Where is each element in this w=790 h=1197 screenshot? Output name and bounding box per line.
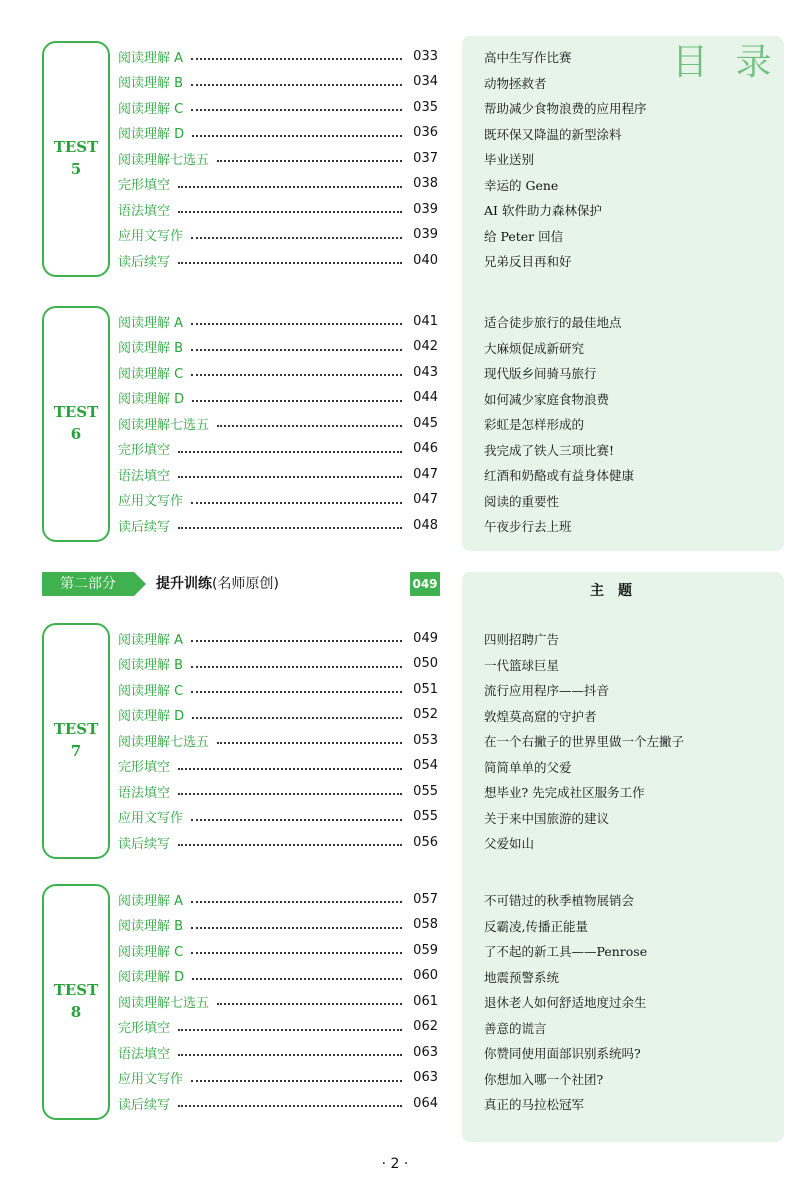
toc-row[interactable]: [118, 990, 438, 1012]
toc-row-title: 语法填空: [118, 1046, 171, 1062]
toc-row-topic: 敦煌莫高窟的守护者: [484, 708, 597, 724]
toc-row-leader: [191, 901, 402, 903]
toc-row-page: 033: [413, 48, 438, 64]
toc-row-topic: 一代篮球巨星: [484, 657, 560, 673]
test-label-text: TEST: [53, 719, 99, 738]
toc-row[interactable]: [118, 1092, 438, 1114]
toc-row-topic: 高中生写作比赛: [484, 50, 572, 65]
toc-row-title: 阅读理解 D: [118, 127, 185, 142]
toc-row-title: 完形填空: [118, 1021, 171, 1036]
toc-row-leader: [178, 844, 402, 846]
toc-row-page: 039: [413, 227, 438, 242]
toc-row-page: 061: [413, 993, 438, 1009]
toc-row-leader: [178, 1029, 402, 1031]
toc-row-leader: [178, 451, 402, 453]
toc-row-title: 读后续写: [118, 254, 171, 270]
toc-row-page: 047: [413, 492, 438, 507]
test-label-number: 6: [70, 424, 82, 443]
toc-row-topic: 动物拯救者: [484, 75, 547, 91]
toc-row-title: 阅读理解 A: [118, 632, 184, 648]
toc-row-title: 阅读理解 D: [118, 970, 185, 985]
toc-row-page: 040: [413, 252, 438, 268]
test-label: [42, 979, 110, 1023]
toc-row[interactable]: [118, 755, 438, 777]
toc-row-topic: 如何减少家庭食物浪费: [484, 391, 610, 407]
toc-row-title: 语法填空: [118, 785, 171, 801]
page-number: · 2 ·: [381, 1156, 409, 1172]
toc-row[interactable]: [118, 489, 438, 511]
toc-row-page: 041: [413, 313, 438, 329]
toc-row-page: 062: [413, 1019, 438, 1034]
test-label-number: 8: [70, 1002, 82, 1021]
section-subtitle: (名师原创): [212, 576, 279, 592]
toc-row-topic: 反霸凌,传播正能量: [484, 918, 588, 934]
toc-row-topic: 我完成了铁人三项比赛!: [484, 442, 615, 458]
toc-row-page: 055: [413, 809, 438, 824]
toc-row-leader: [191, 1080, 402, 1082]
toc-row[interactable]: [118, 45, 438, 67]
toc-row-topic: 兄弟反目再和好: [484, 254, 572, 269]
toc-row[interactable]: [118, 96, 438, 118]
toc-row[interactable]: [118, 198, 438, 220]
toc-row-title: 完形填空: [118, 443, 171, 458]
toc-row[interactable]: [118, 249, 438, 271]
toc-row-leader: [191, 58, 402, 60]
section-part: 第二部分: [42, 572, 134, 596]
toc-row-page: 059: [413, 942, 438, 958]
section-name: [156, 572, 279, 596]
toc-row[interactable]: [118, 939, 438, 961]
toc-row-page: 064: [413, 1095, 438, 1111]
test-label-text: TEST: [53, 980, 99, 999]
toc-row-topic: 你赞同使用面部识别系统吗?: [484, 1046, 641, 1061]
toc-row-leader: [192, 978, 402, 980]
toc-row-page: 037: [413, 150, 438, 166]
toc-row-topic: 大麻烦促成新研究: [484, 340, 585, 356]
toc-row-title: 阅读理解 B: [118, 76, 184, 91]
toc-row-title: 阅读理解 A: [118, 50, 184, 66]
toc-row-leader: [178, 1105, 402, 1107]
toc-row-title: 阅读理解七选五: [118, 734, 210, 750]
toc-row-title: 阅读理解 C: [118, 944, 184, 960]
toc-row-topic: 现代版乡间骑马旅行: [484, 366, 597, 381]
test-label-number: 5: [70, 159, 82, 178]
toc-row[interactable]: [118, 627, 438, 649]
toc-row-leader: [178, 262, 402, 264]
toc-row[interactable]: [118, 965, 438, 987]
toc-row[interactable]: [118, 1067, 438, 1089]
toc-row-leader: [217, 1003, 402, 1005]
toc-row-leader: [217, 160, 402, 162]
toc-row-topic: 帮助减少食物浪费的应用程序: [484, 101, 647, 116]
toc-row-title: 阅读理解 D: [118, 392, 185, 407]
toc-row[interactable]: [118, 173, 438, 195]
toc-row[interactable]: [118, 704, 438, 726]
toc-row-leader: [191, 502, 402, 504]
toc-row-title: 读后续写: [118, 519, 171, 535]
toc-row-leader: [178, 793, 402, 795]
toc-row-leader: [191, 927, 402, 929]
toc-row-leader: [191, 819, 402, 821]
toc-row[interactable]: [118, 678, 438, 700]
toc-row-topic: 退休老人如何舒适地度过余生: [484, 995, 647, 1010]
toc-row[interactable]: [118, 729, 438, 751]
section-bar: [42, 572, 440, 596]
toc-row[interactable]: [118, 387, 438, 409]
toc-row-title: 读后续写: [118, 1097, 171, 1113]
toc-row-page: 050: [413, 656, 438, 671]
toc-row-page: 042: [413, 339, 438, 354]
toc-row-title: 阅读理解 C: [118, 683, 184, 699]
toc-row-page: 051: [413, 681, 438, 697]
toc-row-leader: [178, 768, 402, 770]
toc-row-page: 045: [413, 415, 438, 431]
toc-row-topic: 真正的马拉松冠军: [484, 1097, 585, 1112]
toc-row-leader: [191, 237, 402, 239]
toc-row-title: 阅读理解 B: [118, 919, 184, 934]
toc-row[interactable]: [118, 1041, 438, 1063]
toc-row-page: 039: [413, 201, 438, 217]
toc-row-page: 060: [413, 968, 438, 983]
toc-row-leader: [192, 717, 402, 719]
toc-row[interactable]: [118, 1016, 438, 1038]
toc-row-page: 053: [413, 732, 438, 748]
toc-row-topic: 适合徒步旅行的最佳地点: [484, 315, 622, 330]
toc-row-page: 047: [413, 466, 438, 482]
toc-row-topic: 想毕业? 先完成社区服务工作: [484, 785, 645, 800]
toc-row-page: 048: [413, 517, 438, 533]
toc-row-topic: AI 软件助力森林保护: [484, 203, 602, 218]
contents-heading: 目 录: [672, 42, 780, 83]
toc-row-topic: 流行应用程序——抖音: [484, 683, 610, 698]
toc-row[interactable]: [118, 71, 438, 93]
toc-row[interactable]: [118, 463, 438, 485]
toc-row-topic: 彩虹是怎样形成的: [484, 417, 585, 432]
toc-row-title: 阅读理解 A: [118, 315, 184, 331]
toc-row-leader: [191, 691, 402, 693]
toc-row-title: 阅读理解 A: [118, 893, 184, 909]
toc-row-topic: 四则招聘广告: [484, 632, 560, 647]
toc-row-page: 054: [413, 758, 438, 773]
toc-row-page: 035: [413, 99, 438, 115]
toc-row-topic: 毕业送别: [484, 152, 535, 167]
toc-row-title: 完形填空: [118, 760, 171, 775]
toc-row-leader: [178, 527, 402, 529]
toc-row-title: 阅读理解 C: [118, 101, 184, 117]
toc-row-page: 056: [413, 834, 438, 850]
toc-row-page: 034: [413, 74, 438, 89]
toc-row-leader: [191, 109, 402, 111]
toc-row-leader: [178, 211, 402, 213]
toc-row-topic: 既环保又降温的新型涂料: [484, 126, 622, 142]
toc-row-leader: [191, 323, 402, 325]
toc-row-topic: 父爱如山: [484, 836, 535, 851]
section-arrow: [134, 572, 146, 596]
toc-row-topic: 了不起的新工具——Penrose: [484, 944, 648, 959]
toc-row-page: 055: [413, 783, 438, 799]
toc-row-title: 完形填空: [118, 178, 171, 193]
toc-row-page: 063: [413, 1070, 438, 1085]
toc-row-title: 语法填空: [118, 468, 171, 484]
test-label: [42, 718, 110, 762]
toc-row-title: 阅读理解 B: [118, 341, 184, 356]
toc-row-leader: [191, 374, 402, 376]
test-label-text: TEST: [53, 137, 99, 156]
toc-row-topic: 你想加入哪一个社团?: [484, 1071, 604, 1087]
toc-row-page: 063: [413, 1044, 438, 1060]
toc-row-topic: 红酒和奶酪或有益身体健康: [484, 468, 635, 483]
toc-row-page: 052: [413, 707, 438, 722]
test-label-number: 7: [70, 741, 82, 760]
toc-row[interactable]: [118, 914, 438, 936]
toc-row-page: 036: [413, 125, 438, 140]
toc-row-topic: 午夜步行去上班: [484, 519, 572, 534]
toc-row-title: 阅读理解七选五: [118, 417, 210, 433]
toc-row-title: 应用文写作: [118, 811, 184, 826]
toc-row-leader: [217, 425, 402, 427]
toc-row-leader: [192, 135, 402, 137]
toc-row[interactable]: [118, 653, 438, 675]
toc-row-page: 049: [413, 630, 438, 646]
toc-row[interactable]: [118, 310, 438, 332]
toc-row-topic: 不可错过的秋季植物展销会: [484, 893, 635, 908]
toc-row-title: 应用文写作: [118, 494, 184, 509]
toc-row[interactable]: [118, 514, 438, 536]
toc-row-topic: 幸运的 Gene: [484, 177, 559, 193]
toc-row-leader: [191, 349, 402, 351]
toc-row-topic: 简简单单的父爱: [484, 759, 572, 775]
toc-row-title: 阅读理解 C: [118, 366, 184, 382]
toc-row-topic: 地震预警系统: [484, 969, 560, 985]
toc-row-topic: 善意的谎言: [484, 1020, 547, 1036]
toc-row-page: 046: [413, 441, 438, 456]
toc-row-title: 阅读理解 B: [118, 658, 184, 673]
section-page[interactable]: 049: [410, 572, 440, 596]
toc-row-topic: 阅读的重要性: [484, 493, 560, 509]
toc-row[interactable]: [118, 438, 438, 460]
toc-row[interactable]: [118, 361, 438, 383]
test-label-text: TEST: [53, 402, 99, 421]
toc-row-page: 058: [413, 917, 438, 932]
toc-row-page: 038: [413, 176, 438, 191]
toc-row[interactable]: [118, 336, 438, 358]
toc-row-title: 阅读理解七选五: [118, 152, 210, 168]
toc-row-title: 应用文写作: [118, 1072, 184, 1087]
toc-row-page: 043: [413, 364, 438, 380]
toc-row-title: 读后续写: [118, 836, 171, 852]
toc-row-title: 应用文写作: [118, 229, 184, 244]
theme-heading: 主题: [590, 583, 646, 599]
toc-row[interactable]: [118, 888, 438, 910]
toc-row[interactable]: [118, 831, 438, 853]
toc-row-topic: 关于来中国旅游的建议: [484, 810, 610, 826]
toc-row-leader: [192, 400, 402, 402]
toc-row-leader: [191, 84, 402, 86]
toc-row-leader: [178, 186, 402, 188]
toc-row-title: 语法填空: [118, 203, 171, 219]
toc-row-topic: 在一个右撇子的世界里做一个左撇子: [484, 734, 685, 749]
toc-row-leader: [217, 742, 402, 744]
toc-row[interactable]: [118, 806, 438, 828]
toc-row-page: 044: [413, 390, 438, 405]
section-title: 提升训练: [156, 576, 212, 592]
toc-row-leader: [191, 666, 402, 668]
test-label: [42, 401, 110, 445]
toc-row-topic: 给 Peter 回信: [484, 228, 564, 244]
toc-row-leader: [191, 952, 402, 954]
toc-row[interactable]: [118, 412, 438, 434]
toc-row-leader: [178, 476, 402, 478]
toc-row-title: 阅读理解 D: [118, 709, 185, 724]
toc-row[interactable]: [118, 780, 438, 802]
test-label: [42, 136, 110, 180]
toc-row[interactable]: [118, 224, 438, 246]
toc-row-leader: [191, 640, 402, 642]
toc-row-page: 057: [413, 891, 438, 907]
toc-row-leader: [178, 1054, 402, 1056]
toc-row[interactable]: [118, 122, 438, 144]
toc-row-title: 阅读理解七选五: [118, 995, 210, 1011]
toc-row[interactable]: [118, 147, 438, 169]
